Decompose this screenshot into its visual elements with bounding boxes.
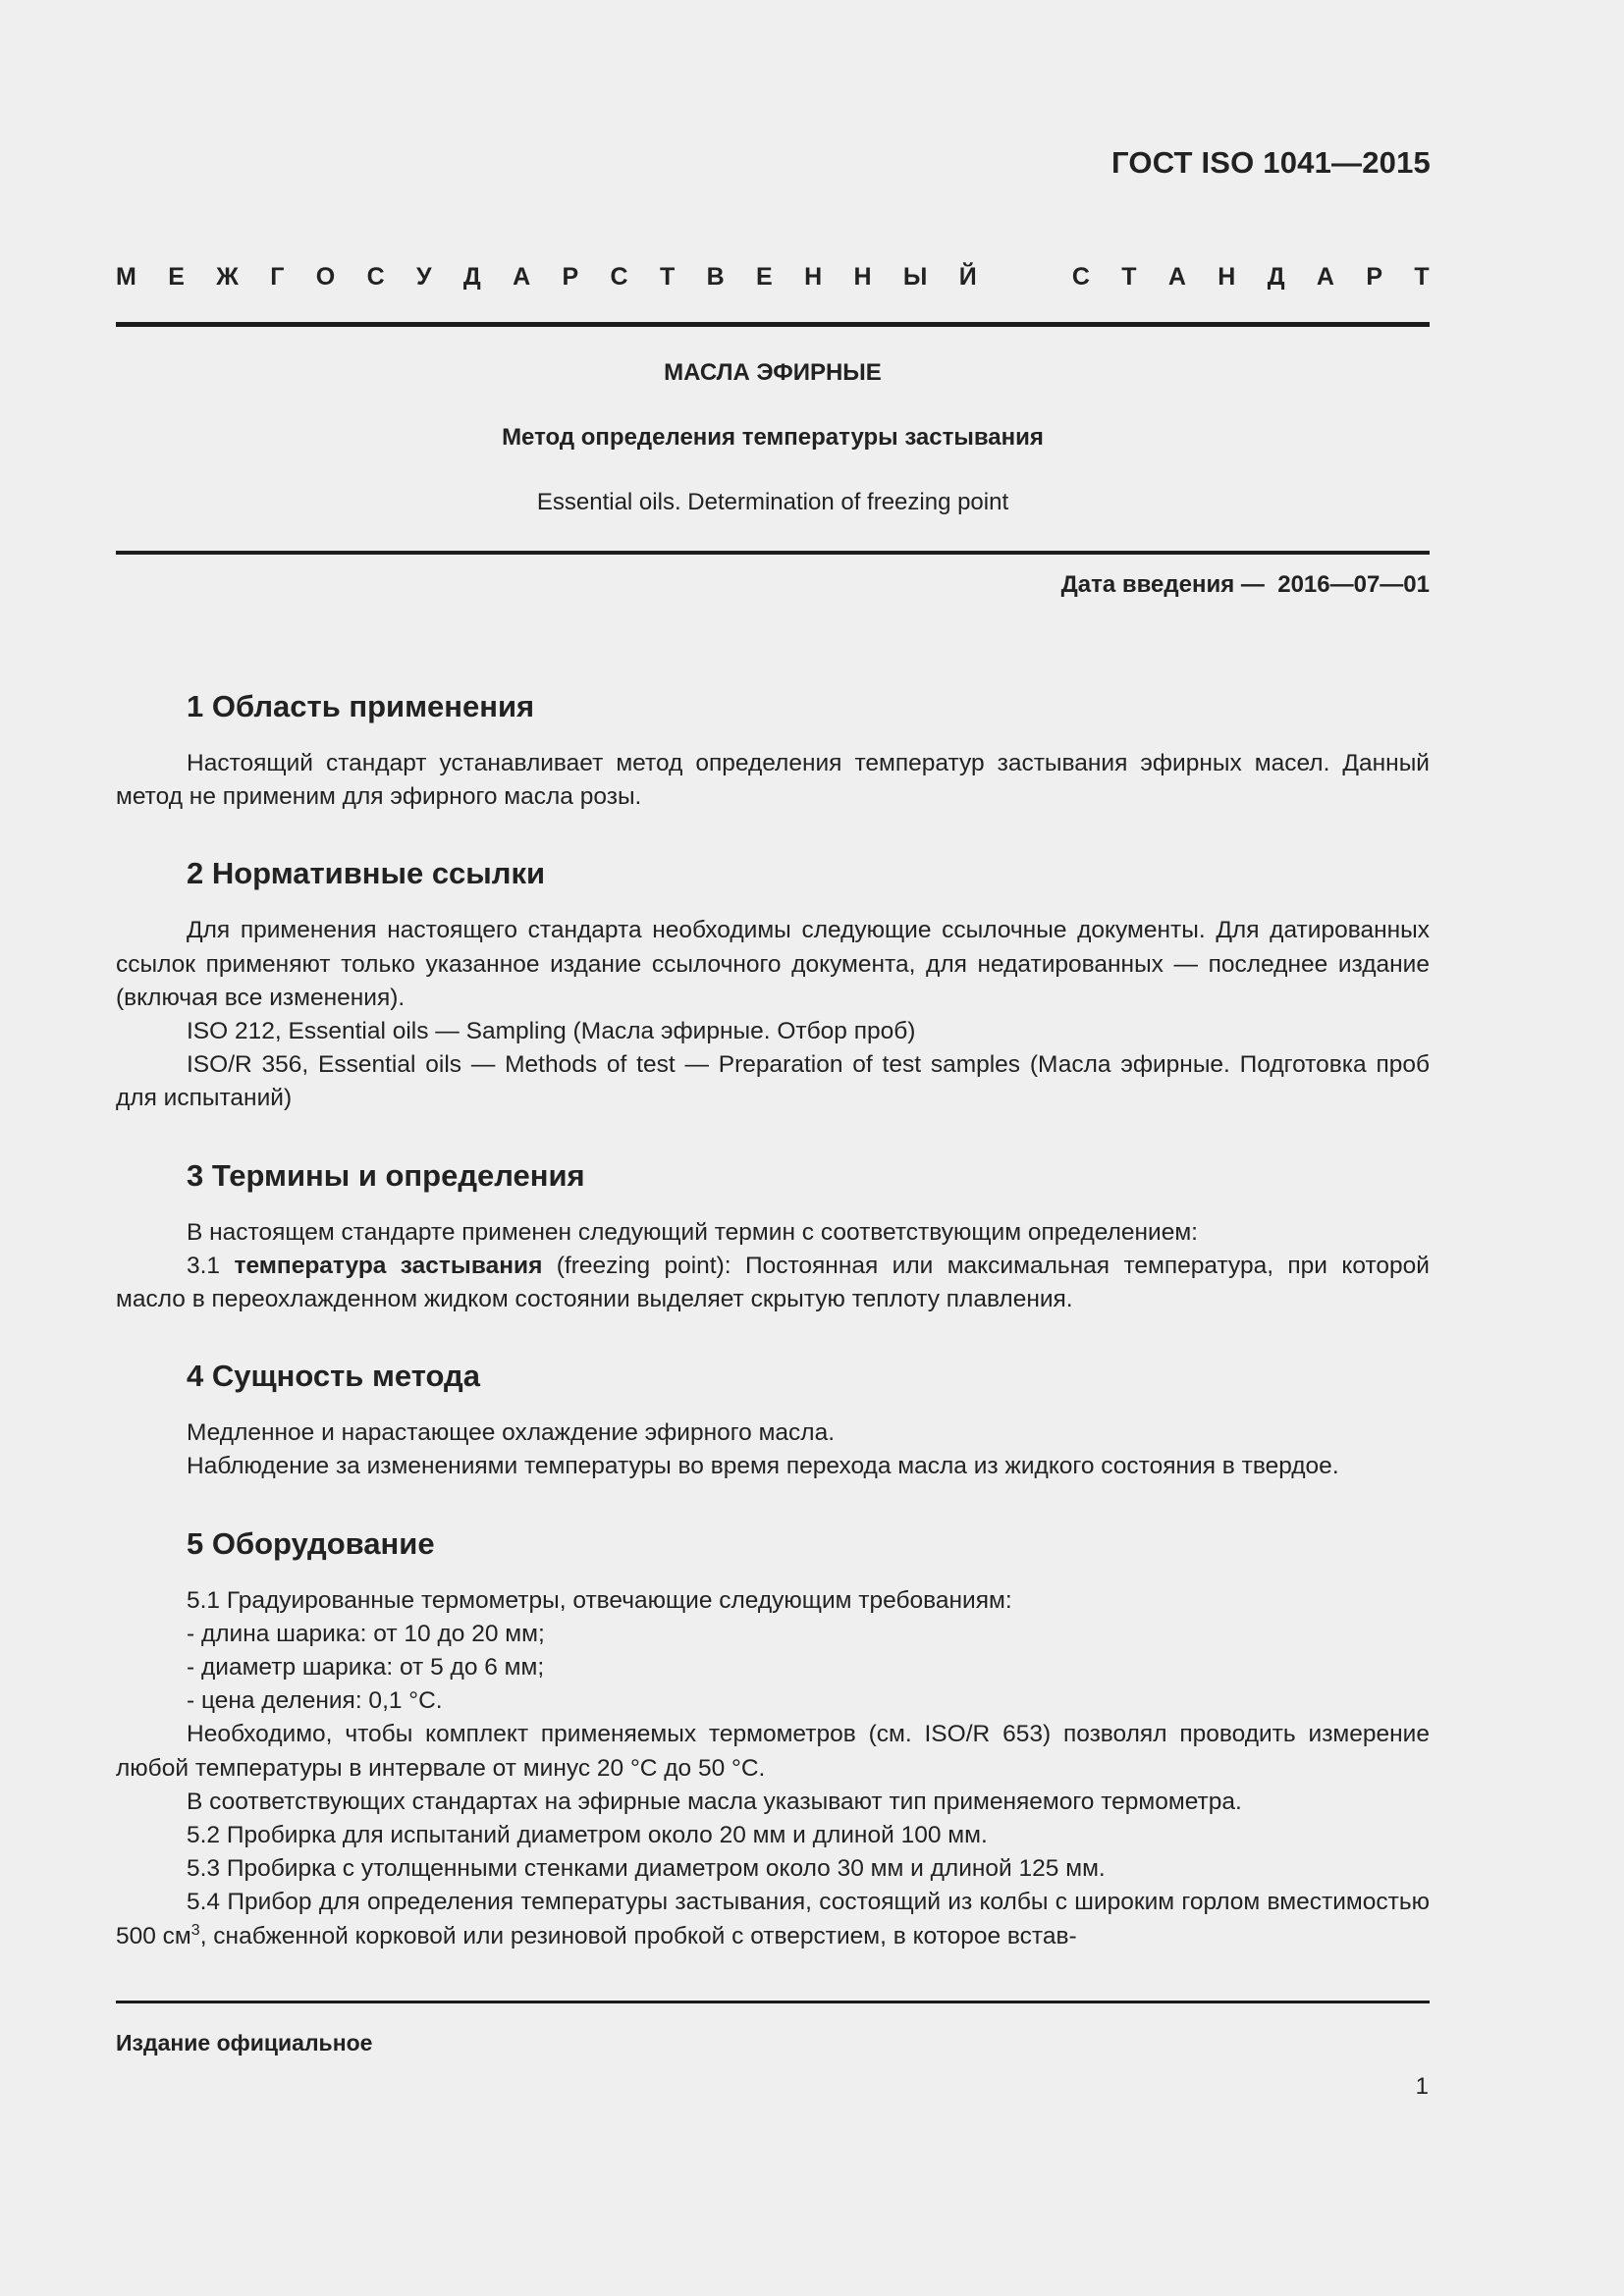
term-definition (116, 1250, 1430, 1316)
section-scope (116, 684, 1430, 814)
paragraph-text: , снабженной корковой или резиновой пробкой с отверстием, в которое встав- (199, 1922, 1077, 1949)
document-code: ГОСТ ISO 1041—2015 (1111, 145, 1431, 180)
banner-letter: У (415, 263, 432, 291)
section-heading: 2 Нормативные ссылки (187, 856, 546, 891)
title-rule (116, 551, 1430, 555)
banner-letter: Т (659, 263, 676, 291)
paragraph: В соответствующих стандартах на эфирные масла указывают тип применяемого термометра. (187, 1788, 1242, 1815)
banner-letter: О (315, 263, 336, 291)
banner-letter: Р (1366, 263, 1382, 291)
banner-letter: Н (1218, 263, 1236, 291)
section-method-essence (116, 1354, 1430, 1483)
banner-letter: А (1316, 263, 1334, 291)
banner-letter: Ж (216, 263, 239, 291)
document-title-ru: МАСЛА ЭФИРНЫЕ (664, 359, 882, 386)
list-item: - цена деления: 0,1 °С. (187, 1687, 443, 1715)
banner-letter: А (513, 263, 531, 291)
section-heading: 4 Сущность метода (187, 1359, 480, 1394)
paragraph: Для применения настоящего стандарта необходимы следующие ссылочные документы. Для датированных ссылок применяют только указанное издание ссылочного документа, для недатированных — последнее издание (включая все изменения). (116, 917, 1430, 1011)
official-edition-label: Издание официальное (116, 2030, 373, 2056)
paragraph-text: 5.4 Прибор для определения температуры застывания, состоящий из колбы с широким горлом вместимостью 500 см (116, 1889, 1430, 1949)
paragraph (116, 1886, 1430, 1952)
section-heading: 5 Оборудование (187, 1525, 435, 1561)
paragraph: 5.2 Пробирка для испытаний диаметром около 20 мм и длиной 100 мм. (187, 1822, 988, 1849)
document-body (116, 684, 1430, 1991)
page-number: 1 (1415, 2073, 1429, 2100)
section-terms (116, 1153, 1430, 1317)
section-heading: 3 Термины и определения (187, 1157, 585, 1193)
banner-letter: Д (1267, 263, 1285, 291)
banner-letter: Н (853, 263, 872, 291)
list-item: - длина шарика: от 10 до 20 мм; (187, 1620, 545, 1647)
banner-letter: С (366, 263, 385, 291)
banner-letter: Г (270, 263, 285, 291)
section-heading: 1 Область применения (187, 689, 535, 723)
list-item: - диаметр шарика: от 5 до 6 мм; (187, 1654, 545, 1682)
banner-letter: Д (462, 263, 481, 291)
banner-letter: Е (756, 263, 773, 291)
paragraph: Наблюдение за изменениями температуры во время перехода масла из жидкого состояния в твердое. (187, 1453, 1339, 1480)
banner-letter: В (706, 263, 725, 291)
banner-letter: А (1167, 263, 1186, 291)
banner-letter: Й (958, 263, 977, 291)
footer-rule (116, 2001, 1430, 2003)
banner-letter: Т (1121, 263, 1137, 291)
banner-letter: С (1071, 263, 1090, 291)
interstate-standard-banner (116, 263, 1430, 292)
paragraph: В настоящем стандарте применен следующий термин с соответствующим определением: (187, 1218, 1198, 1246)
banner-letter: М (116, 263, 136, 291)
reference-item: ISO 212, Essential oils — Sampling (Масла эфирные. Отбор проб) (187, 1018, 916, 1045)
banner-letter: С (610, 263, 628, 291)
banner-letter: Т (1414, 263, 1430, 291)
section-normative-references (116, 851, 1430, 1115)
banner-letter: Р (562, 263, 579, 291)
paragraph: Необходимо, чтобы комплект применяемых термометров (см. ISO/R 653) позволял проводить измерение любой температуры в интервале от минус 20 °С до 50 °С. (116, 1721, 1430, 1782)
paragraph: Медленное и нарастающее охлаждение эфирного масла. (187, 1419, 836, 1447)
section-equipment (116, 1522, 1430, 1953)
document-title-en: Essential oils. Determination of freezing point (536, 489, 1009, 515)
reference-item: ISO/R 356, Essential oils — Methods of test — Preparation of test samples (Масла эфирные. Подготовка проб для испытаний) (116, 1051, 1430, 1112)
term-text: (freezing point): Постоянная или максимальная температура, при которой масло в переохлажденном жидком состоянии выделяет скрытую теплоту плавления. (116, 1252, 1430, 1313)
superscript: 3 (190, 1921, 200, 1939)
banner-letter: Н (804, 263, 823, 291)
term-name: температура застывания (234, 1252, 543, 1279)
banner-letter: Ы (902, 263, 928, 291)
term-number: 3.1 (187, 1252, 235, 1279)
introduction-date: Дата введения — 2016—07—01 (1060, 571, 1430, 598)
paragraph: 5.3 Пробирка с утолщенными стенками диаметром около 30 мм и длиной 125 мм. (187, 1855, 1106, 1883)
document-subtitle-ru: Метод определения температуры застывания (502, 424, 1044, 451)
paragraph: Настоящий стандарт устанавливает метод определения температур застывания эфирных масел. Данный метод не применим для эфирного масла розы. (116, 750, 1430, 811)
banner-letter: Е (168, 263, 185, 291)
paragraph: 5.1 Градуированные термометры, отвечающие следующим требованиям: (187, 1586, 1012, 1614)
top-rule (116, 322, 1430, 327)
